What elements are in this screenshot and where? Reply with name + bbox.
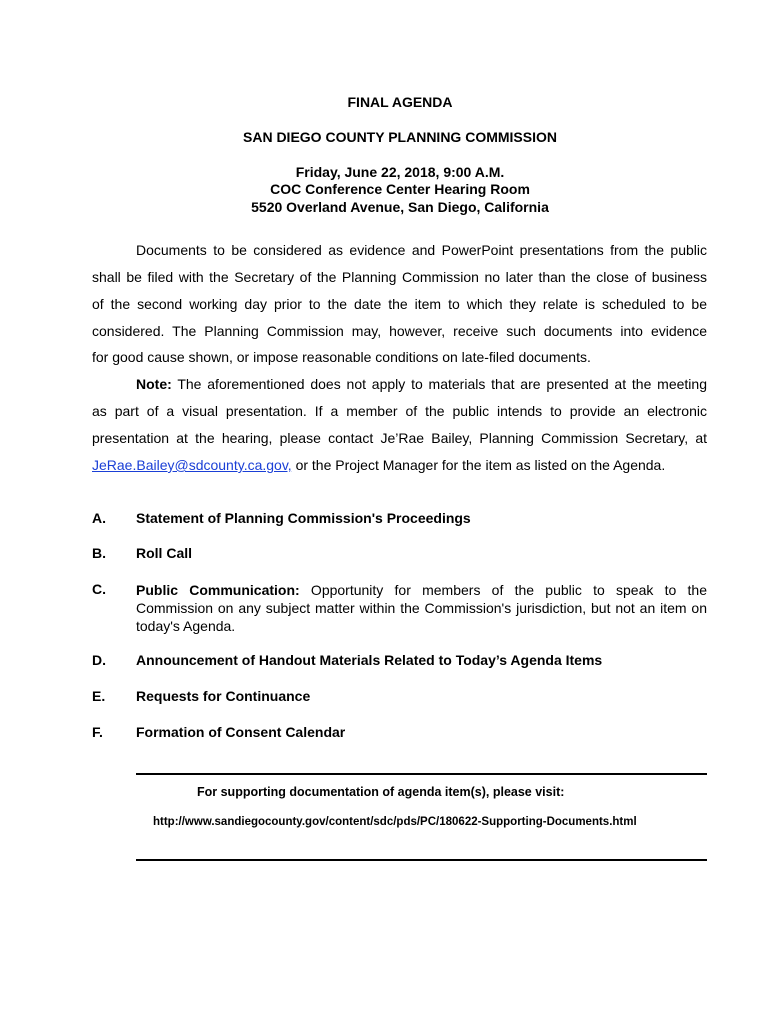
item-e-letter: E. [92, 688, 106, 704]
item-c-letter: C. [92, 581, 106, 597]
item-f-title: Formation of Consent Calendar [136, 724, 346, 740]
item-a-title: Statement of Planning Commission's Proceedings [136, 510, 471, 526]
support-url-link[interactable]: http://www.sandiegocounty.gov/content/sdc/pds/PC/180622-Supporting-Documents.html [153, 816, 637, 828]
intro-line: considered. The Planning Commission may, however, receive such documents into evidence [92, 323, 707, 339]
meeting-address: 5520 Overland Avenue, San Diego, California [251, 199, 549, 215]
divider-bottom [136, 859, 707, 861]
note-line: as part of a visual presentation. If a member of the public intends to provide an electronic [92, 403, 707, 419]
meeting-date: Friday, June 22, 2018, 9:00 A.M. [295, 164, 505, 180]
commission-name: SAN DIEGO COUNTY PLANNING COMMISSION [243, 129, 557, 145]
item-b-letter: B. [92, 545, 106, 561]
note-text: or the Project Manager for the item as listed on the Agenda. [291, 457, 666, 473]
divider-top [136, 773, 707, 775]
intro-line: shall be filed with the Secretary of the Planning Commission no later than the close of business [92, 269, 707, 285]
note-label: Note: [136, 376, 172, 392]
item-a-letter: A. [92, 510, 106, 526]
note-line [92, 457, 707, 473]
intro-line: Documents to be considered as evidence and PowerPoint presentations from the public [136, 242, 707, 258]
note-line: presentation at the hearing, please contact Je’Rae Bailey, Planning Commission Secretary, at [92, 430, 707, 446]
item-c-text [136, 581, 707, 635]
item-d-letter: D. [92, 652, 106, 668]
agenda-title: FINAL AGENDA [347, 94, 453, 110]
item-d-title: Announcement of Handout Materials Related to Today’s Agenda Items [136, 652, 603, 668]
intro-line: for good cause shown, or impose reasonable conditions on late-filed documents. [92, 349, 591, 365]
secretary-email-link[interactable]: JeRae.Bailey@sdcounty.ca.gov, [92, 457, 292, 473]
item-b-title: Roll Call [136, 545, 193, 561]
intro-line: of the second working day prior to the date the item to which they relate is scheduled to be [92, 296, 707, 312]
meeting-venue: COC Conference Center Hearing Room [270, 181, 530, 197]
item-c-title: Public Communication: [136, 582, 300, 598]
note-line [136, 376, 707, 392]
note-text: The aforementioned does not apply to materials that are presented at the meeting [171, 376, 707, 392]
item-c-body: Opportunity for members of the public to speak to the Commission on any subject matter within the Commission's jurisdiction, but not an item on today's Agenda. [136, 582, 707, 634]
item-f-letter: F. [92, 724, 103, 740]
item-e-title: Requests for Continuance [136, 688, 311, 704]
support-label: For supporting documentation of agenda item(s), please visit: [197, 785, 565, 799]
